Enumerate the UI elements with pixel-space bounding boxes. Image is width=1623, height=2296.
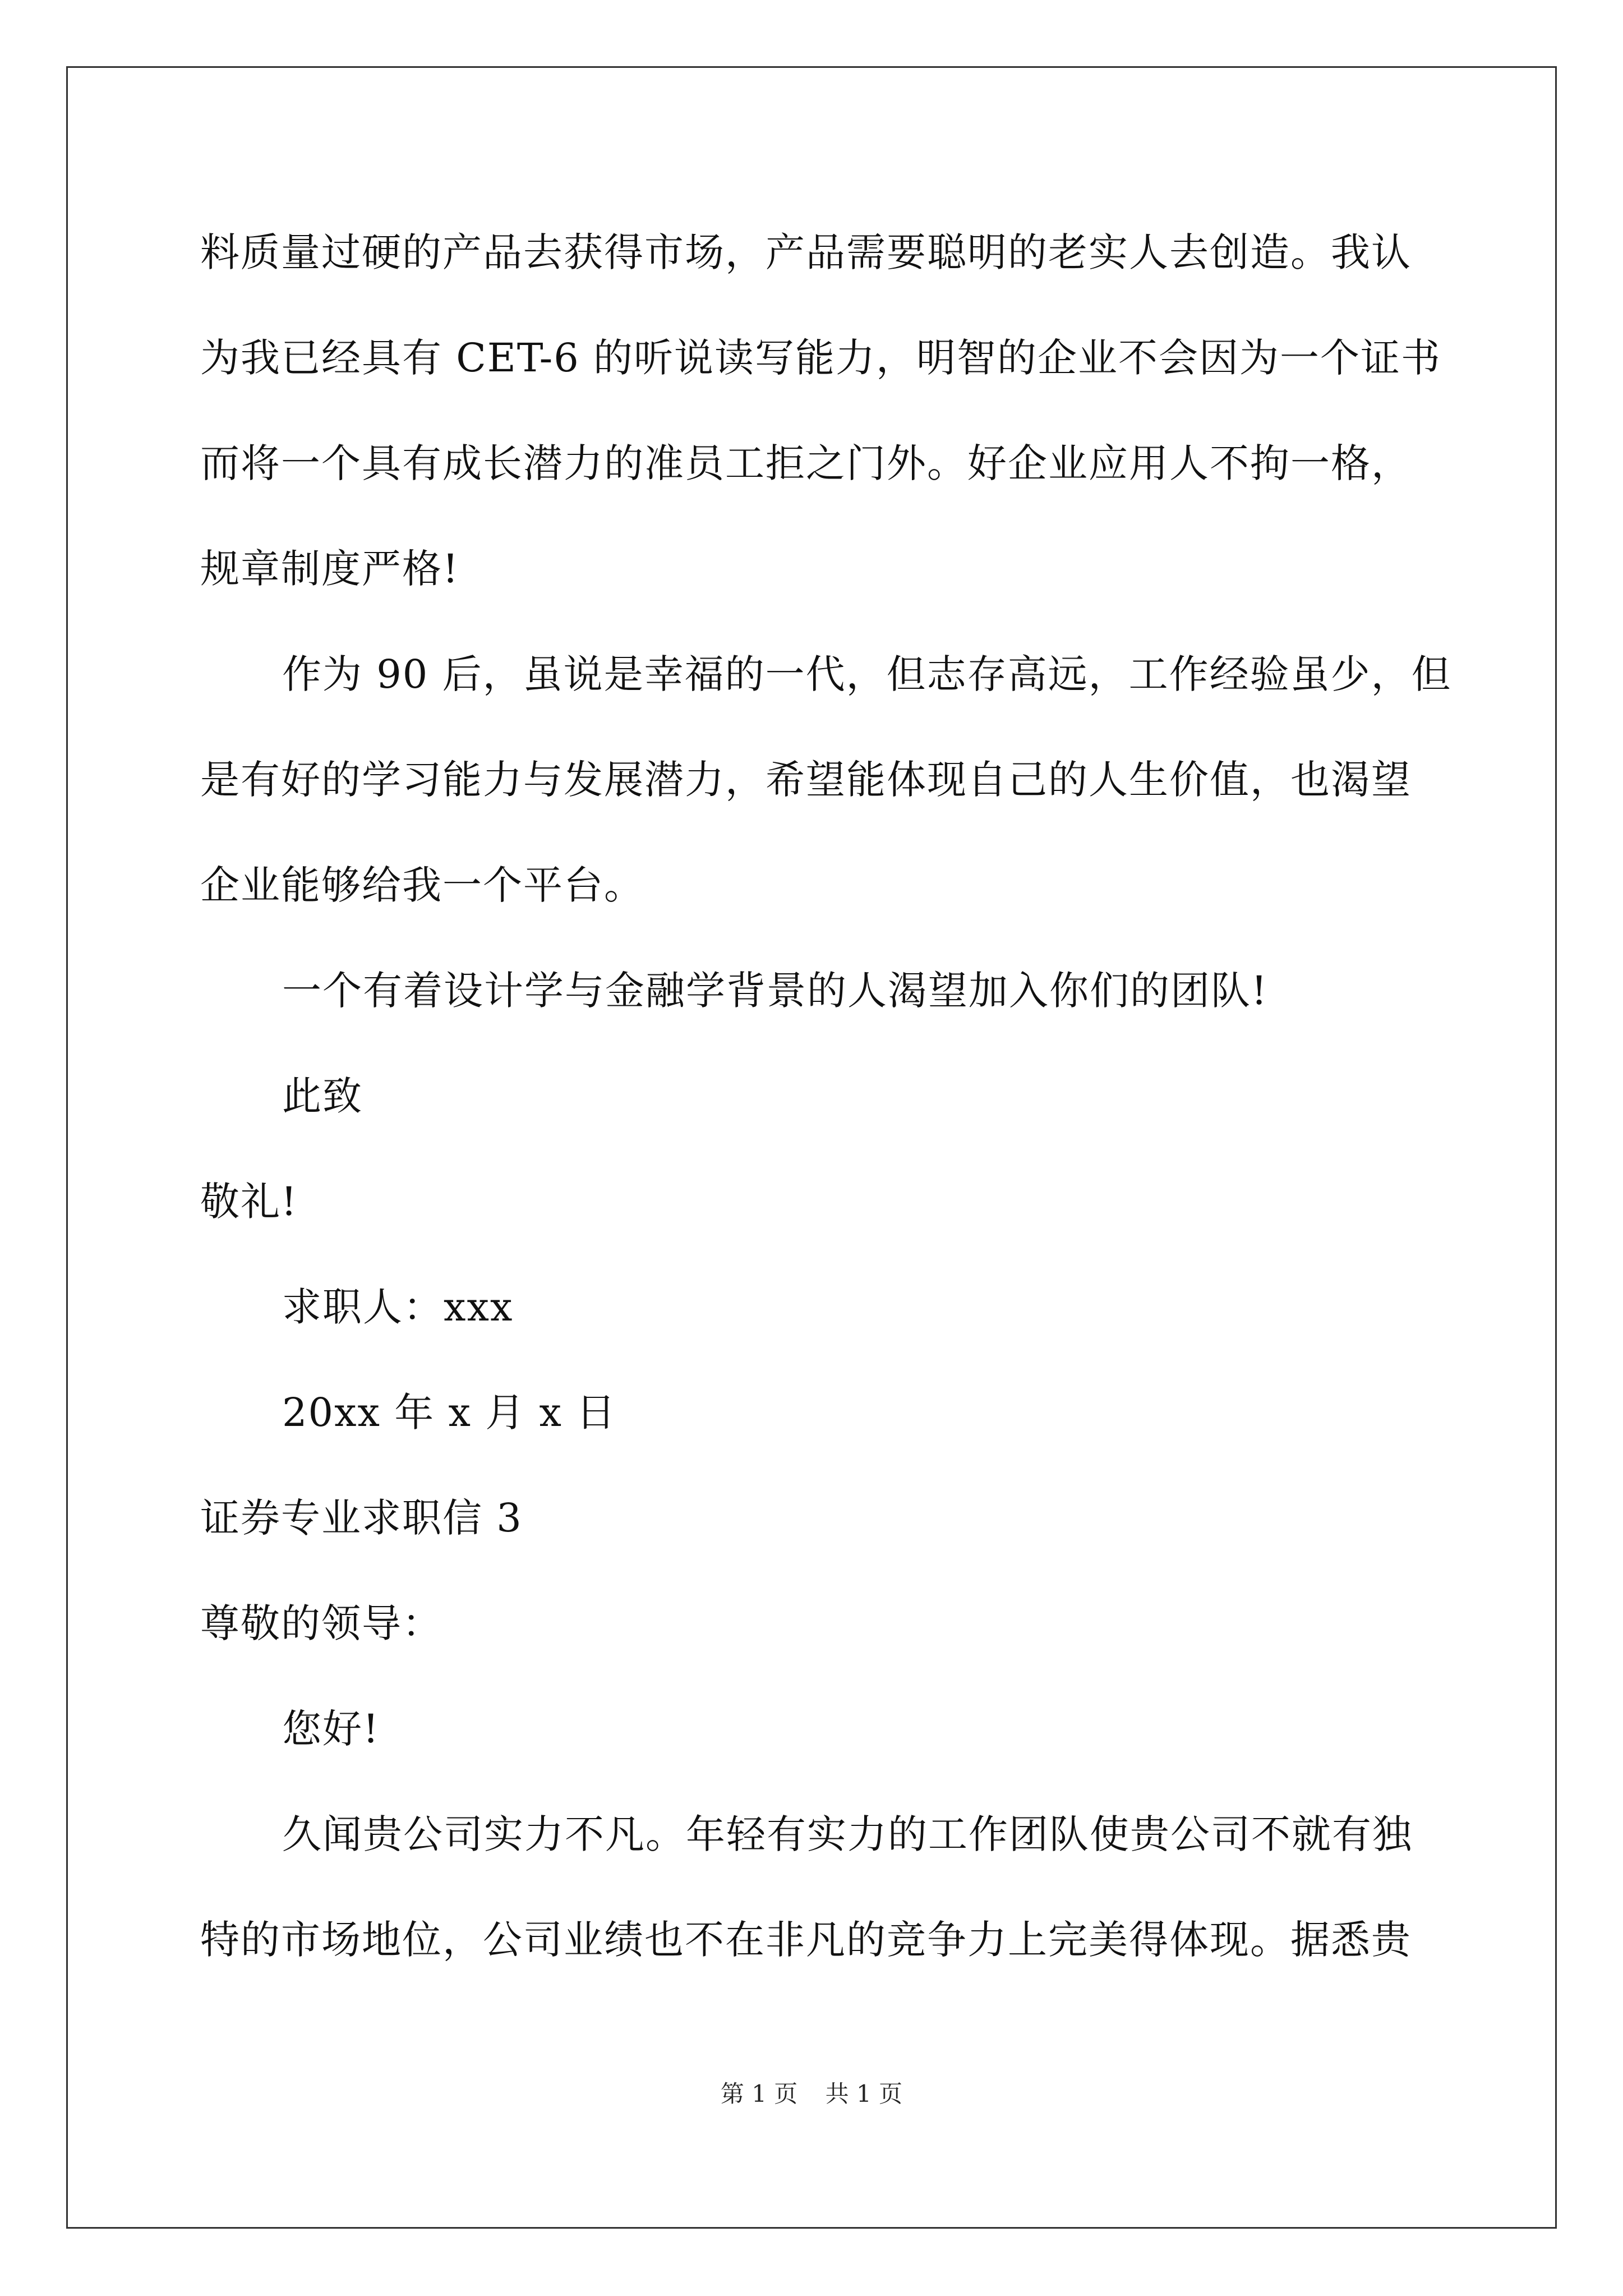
letter-hello: 您好!	[282, 1706, 380, 1752]
paragraph-line: 一个有着设计学与金融学背景的人渴望加入你们的团队!	[282, 968, 1269, 1014]
closing-regards: 敬礼!	[200, 1179, 298, 1225]
paragraph-line: 料质量过硬的产品去获得市场，产品需要聪明的老实人去创造。我认	[200, 229, 1412, 275]
current-page-number: 第 1 页	[720, 2080, 798, 2108]
paragraph-line: 而将一个具有成长潜力的准员工拒之门外。好企业应用人不拘一格，	[200, 440, 1412, 486]
page-footer	[0, 2076, 1623, 2109]
applicant-signature: 求职人：xxx	[282, 1284, 514, 1330]
paragraph-line: 是有好的学习能力与发展潜力，希望能体现自己的人生价值，也渴望	[200, 757, 1412, 803]
paragraph-line: 规章制度严格!	[200, 546, 460, 592]
letter-greeting: 尊敬的领导：	[200, 1600, 442, 1646]
paragraph-line: 作为 90 后，虽说是幸福的一代，但志存高远，工作经验虽少，但	[282, 651, 1452, 697]
paragraph-line: 久闻贵公司实力不凡。年轻有实力的工作团队使贵公司不就有独	[282, 1811, 1413, 1857]
total-page-count: 共 1 页	[825, 2080, 903, 2108]
paragraph-line: 特的市场地位，公司业绩也不在非凡的竞争力上完美得体现。据悉贵	[200, 1917, 1412, 1963]
section-heading: 证券专业求职信 3	[200, 1495, 523, 1541]
paragraph-line: 为我已经具有 CET-6 的听说读写能力，明智的企业不会因为一个证书	[200, 335, 1442, 381]
paragraph-line: 企业能够给我一个平台。	[200, 862, 644, 908]
closing-salutation: 此致	[282, 1073, 363, 1119]
document-body	[200, 222, 1452, 2014]
letter-date: 20xx 年 x 月 x 日	[282, 1389, 617, 1435]
